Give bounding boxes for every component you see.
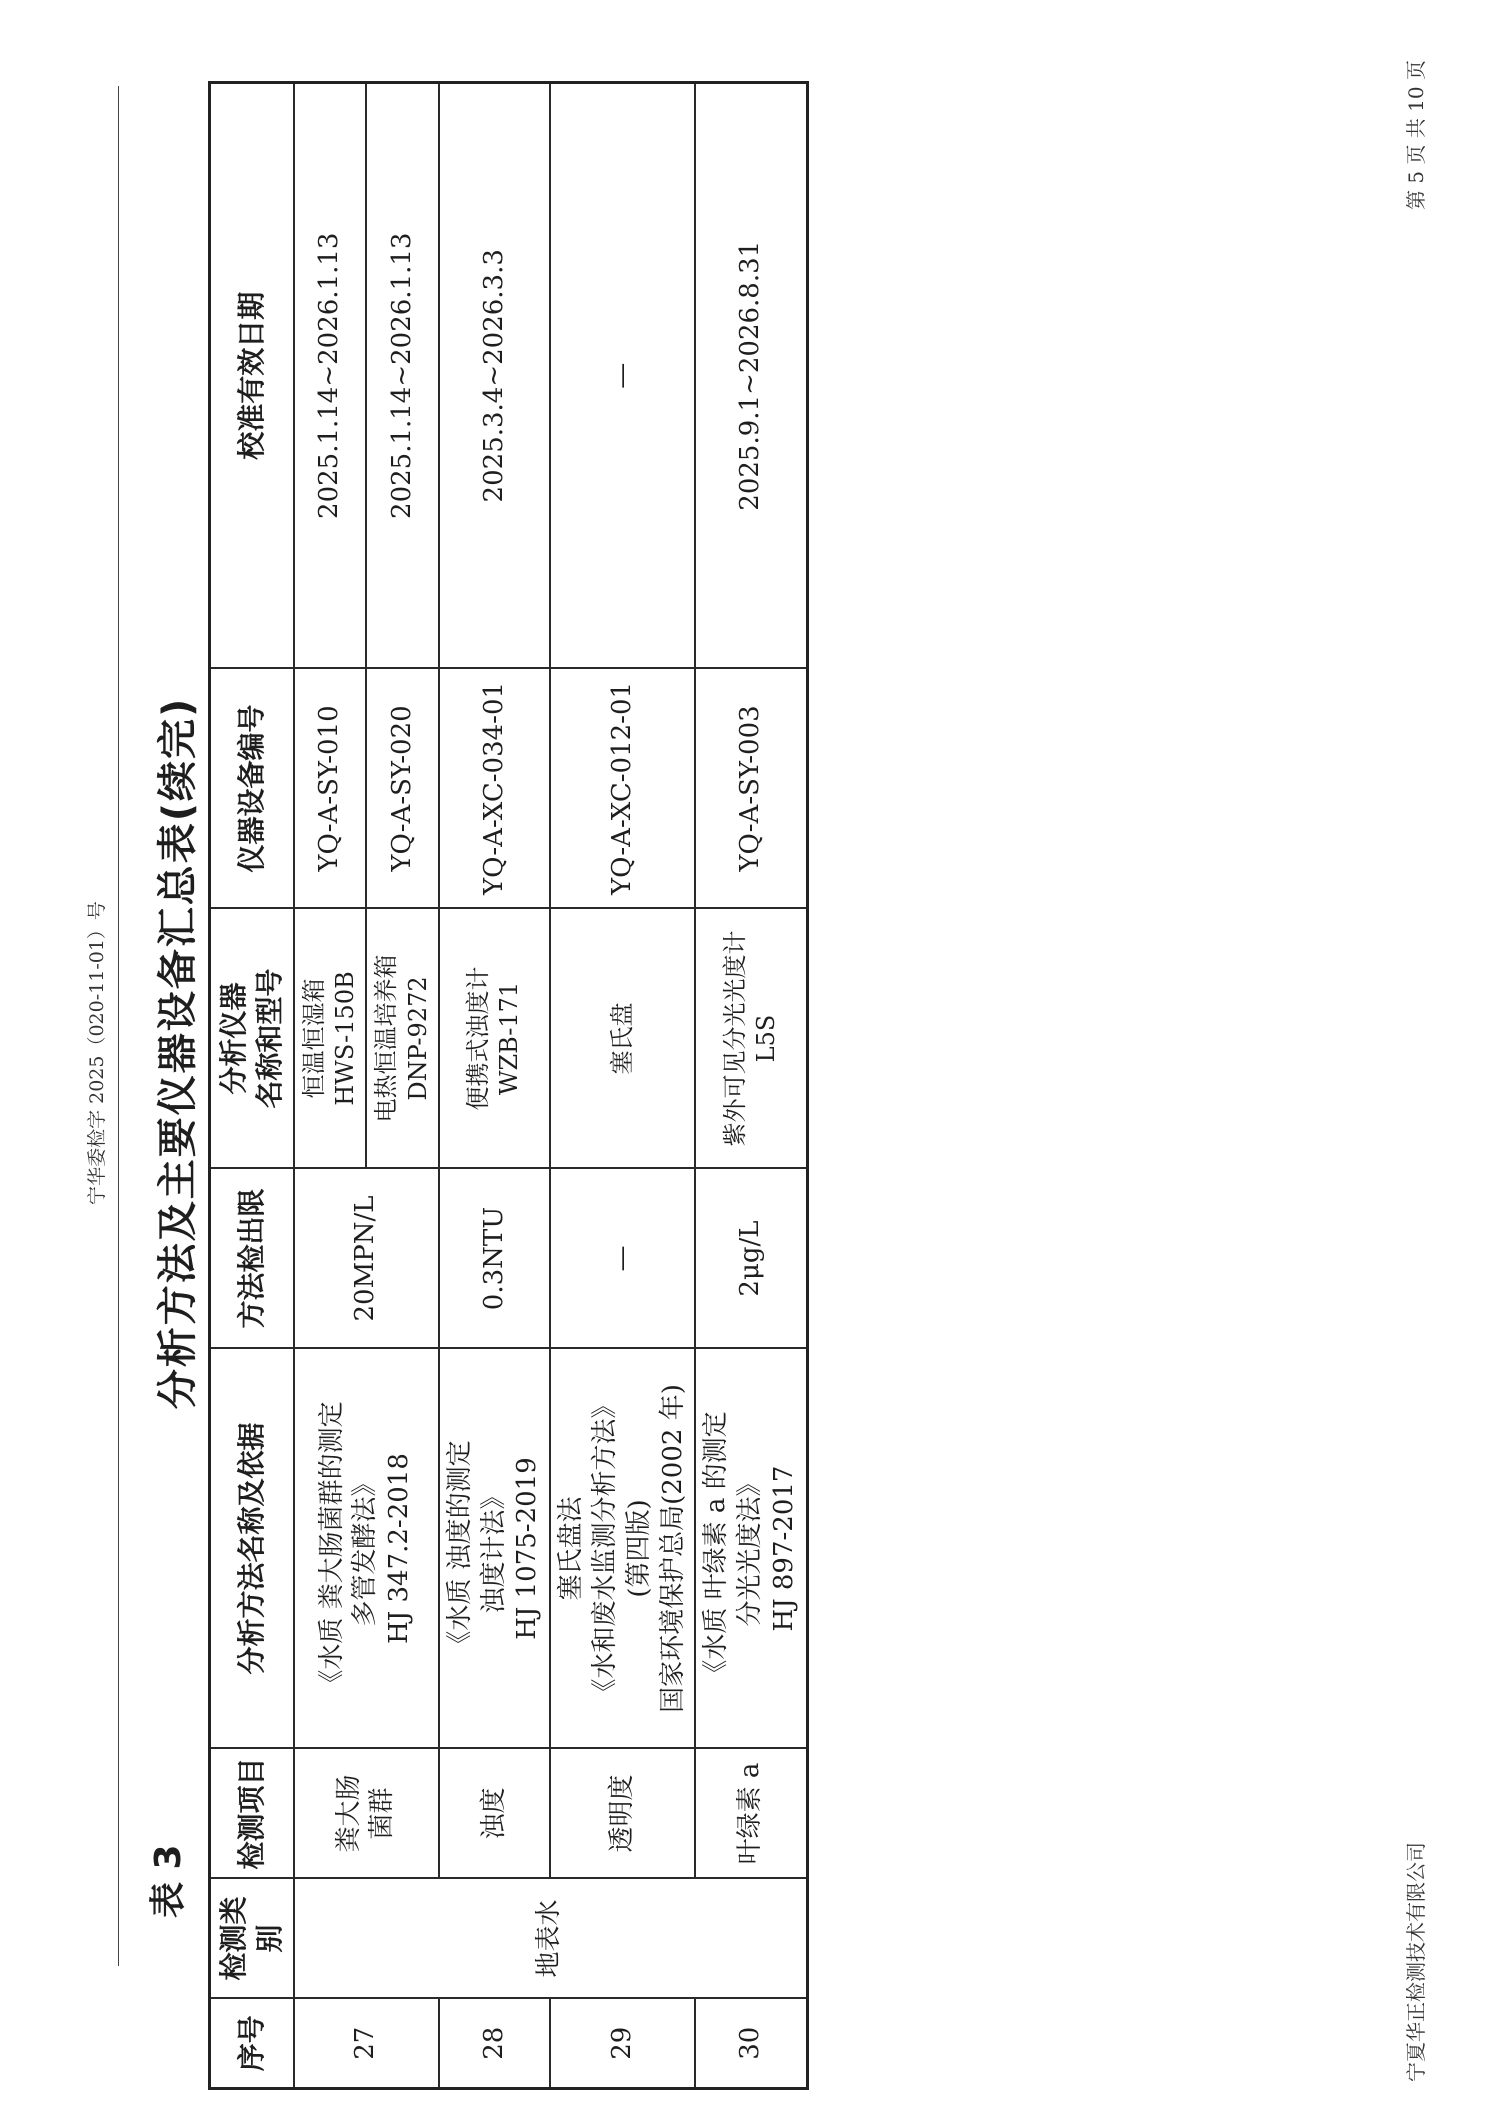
- test-item: 浊度: [439, 1749, 550, 1879]
- column-header: 序号: [210, 1999, 295, 2089]
- footer-page-number: 第 5 页 共 10 页: [1404, 60, 1428, 210]
- summary-table: [208, 81, 809, 2090]
- table-label: 表 3: [148, 1844, 189, 1918]
- instrument-code: YQ-A-SY-003: [695, 669, 807, 909]
- method-basis: 《水质 浊度的测定 浊度计法》 HJ 1075-2019: [439, 1349, 550, 1749]
- footer-company: 宁夏华正检测技术有限公司: [1404, 1842, 1428, 2082]
- instrument-name: 便携式浊度计 WZB-171: [439, 909, 550, 1169]
- test-item: 粪大肠 菌群: [294, 1749, 439, 1879]
- column-header: 方法检出限: [210, 1169, 295, 1349]
- row-number: 30: [695, 1999, 807, 2089]
- table-row: [550, 83, 695, 2089]
- calibration-date: 2025.1.14~2026.1.13: [366, 83, 438, 669]
- row-number: 27: [294, 1999, 439, 2089]
- table-title: 分析方法及主要仪器设备汇总表(续完): [155, 696, 201, 1410]
- calibration-date: 2025.9.1~2026.8.31: [695, 83, 807, 669]
- calibration-date: 2025.1.14~2026.1.13: [294, 83, 366, 669]
- instrument-name: 电热恒温培养箱 DNP-9272: [366, 909, 438, 1169]
- row-number: 28: [439, 1999, 550, 2089]
- column-header: 分析仪器 名称和型号: [210, 909, 295, 1169]
- table-row: [695, 83, 807, 2089]
- method-basis: 《水质 叶绿素 a 的测定 分光光度法》 HJ 897-2017: [695, 1349, 807, 1749]
- detection-limit: —: [550, 1169, 695, 1349]
- instrument-name: 塞氏盘: [550, 909, 695, 1169]
- column-header: 检测类别: [210, 1879, 295, 1999]
- instrument-name: 紫外可见分光光度计 L5S: [695, 909, 807, 1169]
- table-row: [294, 83, 366, 2089]
- instrument-code: YQ-A-XC-034-01: [439, 669, 550, 909]
- category-cell: 地表水: [294, 1879, 807, 1999]
- calibration-date: 2025.3.4~2026.3.3: [439, 83, 550, 669]
- column-header: 仪器设备编号: [210, 669, 295, 909]
- detection-limit: 20MPN/L: [294, 1169, 439, 1349]
- instrument-code: YQ-A-SY-020: [366, 669, 438, 909]
- test-item: 叶绿素 a: [695, 1749, 807, 1879]
- method-basis: 塞氏盘法 《水和废水监测分析方法》 (第四版) 国家环境保护总局(2002 年): [550, 1349, 695, 1749]
- instrument-code: YQ-A-SY-010: [294, 669, 366, 909]
- header-row: [210, 83, 295, 2089]
- column-header: 校准有效日期: [210, 83, 295, 669]
- instrument-name: 恒温恒湿箱 HWS-150B: [294, 909, 366, 1169]
- calibration-date: —: [550, 83, 695, 669]
- test-item: 透明度: [550, 1749, 695, 1879]
- column-header: 检测项目: [210, 1749, 295, 1879]
- detection-limit: 0.3NTU: [439, 1169, 550, 1349]
- row-number: 29: [550, 1999, 695, 2089]
- header-rule: [118, 86, 119, 1966]
- column-header: 分析方法名称及依据: [210, 1349, 295, 1749]
- instrument-code: YQ-A-XC-012-01: [550, 669, 695, 909]
- detection-limit: 2μg/L: [695, 1169, 807, 1349]
- table-body: [294, 83, 807, 2089]
- method-basis: 《水质 粪大肠菌群的测定 多管发酵法》 HJ 347.2-2018: [294, 1349, 439, 1749]
- table-row: [439, 83, 550, 2089]
- document-id: 宁华委检字 2025（020-11-01）号: [86, 901, 108, 1205]
